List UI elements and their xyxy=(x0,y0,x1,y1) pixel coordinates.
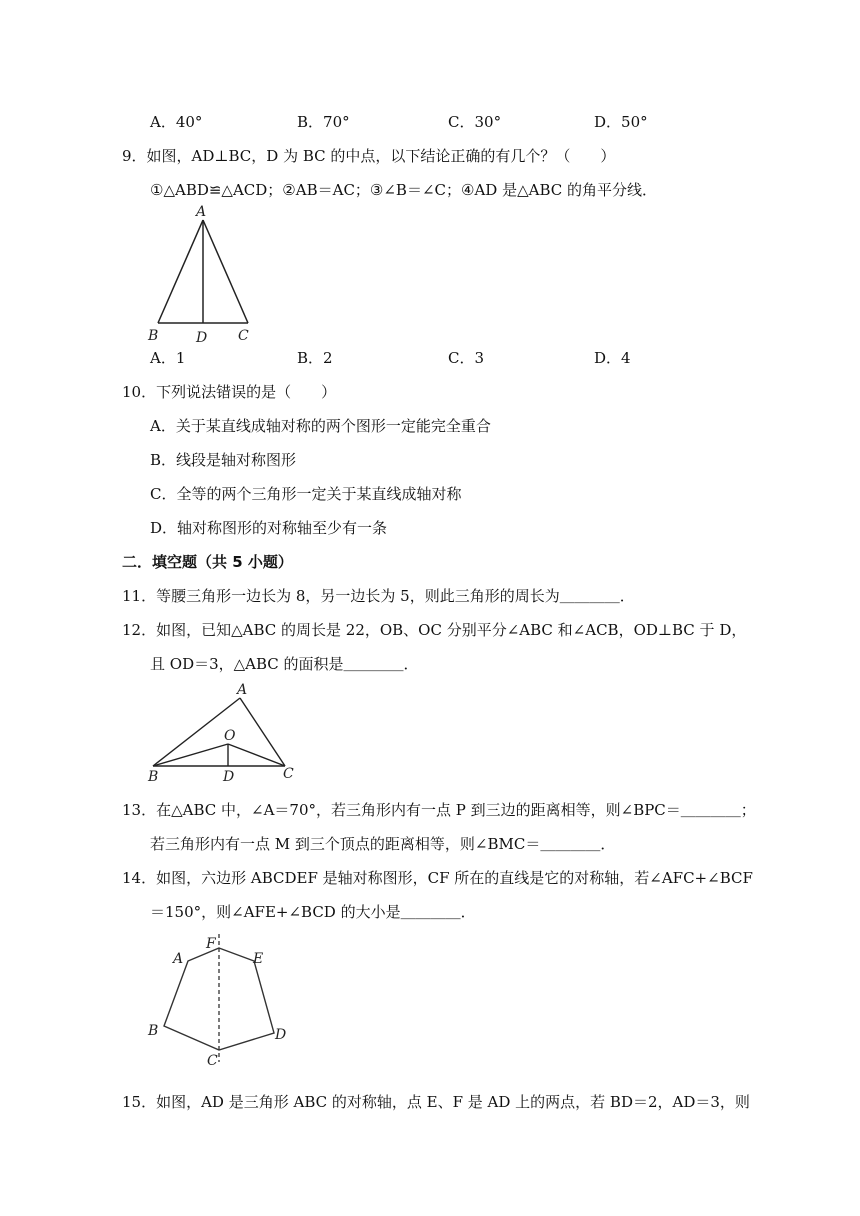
q11-text: 11．等腰三角形一边长为 8，另一边长为 5，则此三角形的周长为＿＿＿＿． xyxy=(122,587,635,605)
q14-line2: ＝150°，则∠AFE+∠BCD 的大小是＿＿＿＿． xyxy=(150,903,476,921)
q9-label-d: D xyxy=(196,330,208,346)
q12-line2: 且 OD＝3，△ABC 的面积是＿＿＿＿． xyxy=(150,655,419,673)
q8-option-d: D．50° xyxy=(594,113,648,131)
q9-option-d: D．4 xyxy=(594,349,631,367)
q9-label-c: C xyxy=(238,328,249,344)
q9-option-a: A．1 xyxy=(150,349,186,367)
q10-option-d: D．轴对称图形的对称轴至少有一条 xyxy=(150,519,388,537)
q12-label-a: A xyxy=(237,682,248,698)
q9-statements: ①△ABD≌△ACD；②AB＝AC；③∠B＝∠C；④AD 是△ABC 的角平分线． xyxy=(150,181,657,199)
q15-line1: 15．如图，AD 是三角形 ABC 的对称轴，点 E、F 是 AD 上的两点，若 BD＝2，AD＝3，则 xyxy=(122,1093,750,1111)
q9-label-a: A xyxy=(196,204,207,220)
q9-option-c: C．3 xyxy=(448,349,485,367)
q8-option-a: A．40° xyxy=(150,113,203,131)
q12-label-b: B xyxy=(148,769,159,785)
q14-label-f: F xyxy=(206,936,216,952)
q14-label-d: D xyxy=(275,1027,287,1043)
q12-label-d: D xyxy=(223,769,235,785)
q14-label-e: E xyxy=(253,951,264,967)
q10-stem: 10．下列说法错误的是（ ） xyxy=(122,383,337,401)
q14-label-c: C xyxy=(207,1053,218,1069)
q13-line2: 若三角形内有一点 M 到三个顶点的距离相等，则∠BMC＝＿＿＿＿． xyxy=(150,835,616,853)
q10-option-a: A．关于某直线成轴对称的两个图形一定能完全重合 xyxy=(150,417,491,435)
q12-label-o: O xyxy=(224,728,236,744)
q10-option-b: B．线段是轴对称图形 xyxy=(150,451,297,469)
q9-stem: 9．如图，AD⊥BC，D 为 BC 的中点，以下结论正确的有几个？（ ） xyxy=(122,147,616,165)
q12-label-c: C xyxy=(283,766,294,782)
q8-option-c: C．30° xyxy=(448,113,502,131)
q14-hexagon-figure xyxy=(140,928,300,1068)
q8-option-b: B．70° xyxy=(297,113,350,131)
q9-label-b: B xyxy=(148,328,159,344)
q9-triangle-figure xyxy=(140,200,270,348)
q9-option-b: B．2 xyxy=(297,349,333,367)
q12-line1: 12．如图，已知△ABC 的周长是 22，OB、OC 分别平分∠ABC 和∠ACB，OD⊥BC 于 D， xyxy=(122,621,747,639)
q14-label-a: A xyxy=(173,951,184,967)
section-title-fill-in: 二．填空题（共 5 小题） xyxy=(122,553,293,571)
q12-triangle-figure xyxy=(140,682,310,785)
q13-line1: 13．在△ABC 中，∠A＝70°，若三角形内有一点 P 到三边的距离相等，则∠BPC＝＿＿＿＿； xyxy=(122,801,756,819)
q10-option-c: C．全等的两个三角形一定关于某直线成轴对称 xyxy=(150,485,462,503)
q14-line1: 14．如图，六边形 ABCDEF 是轴对称图形，CF 所在的直线是它的对称轴，若∠AFC+∠BCF xyxy=(122,869,753,887)
q14-label-b: B xyxy=(148,1023,159,1039)
